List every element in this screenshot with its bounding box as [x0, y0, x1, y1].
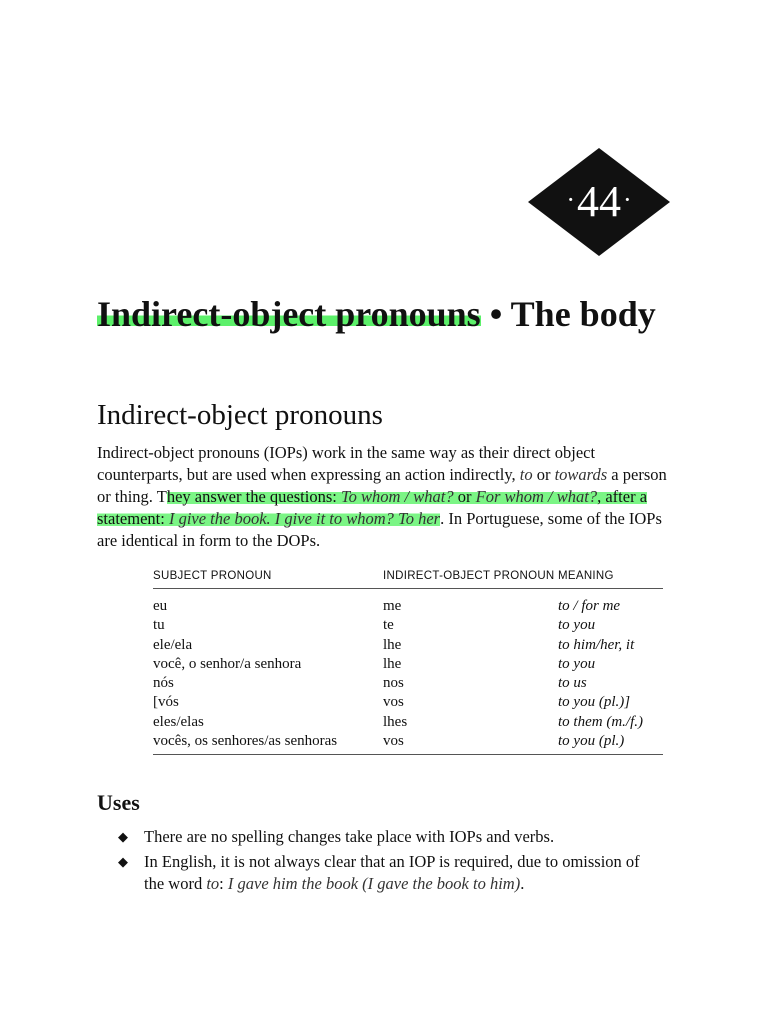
cell-meaning: to them (m./f.) [558, 713, 643, 730]
list-item: ◆ In English, it is not always clear that an IOP is required, due to omission of the word to: I gave him the book (I gave the book to him). [118, 852, 640, 893]
header-meaning: MEANING [558, 568, 663, 589]
cell-iop: lhe [383, 655, 402, 672]
chapter-number: · 44 · [566, 177, 632, 226]
cell-subject: vocês, os senhores/as senhoras [153, 732, 383, 755]
uses-heading: Uses [97, 790, 140, 815]
cell-meaning: to you [558, 655, 596, 672]
section-title: Indirect-object pronouns [97, 399, 383, 431]
table-row [153, 616, 663, 635]
cell-iop: me [383, 598, 402, 614]
diamond-bullet-icon: ◆ [118, 829, 128, 844]
chapter-title [97, 290, 656, 338]
chapter-number-text: 44 [577, 177, 621, 226]
table-row [153, 655, 663, 674]
cell-iop: nos [383, 675, 404, 692]
table-row [153, 589, 663, 617]
cell-iop: te [383, 617, 394, 634]
chapter-title-highlighted: Indirect-object pronouns [97, 294, 481, 334]
cell-subject: ele/ela [153, 636, 193, 653]
table-row [153, 636, 663, 655]
cell-meaning: to him/her, it [558, 636, 635, 653]
cell-iop: lhe [383, 636, 402, 653]
header-subject-pronoun: SUBJECT PRONOUN [153, 568, 383, 589]
cell-meaning: to us [558, 675, 587, 692]
cell-meaning: to you (pl.)] [558, 694, 631, 711]
table-row [153, 713, 663, 732]
highlighted-sentence: hey answer the questions: To whom / what? or For whom / what?, after a statement: I give the book. I give it to whom? To her [97, 487, 648, 528]
cell-subject: [vós [153, 694, 179, 711]
cell-subject: eu [153, 598, 168, 614]
cell-iop: vos [383, 694, 404, 711]
cell-meaning: to you [558, 617, 596, 634]
table-row [153, 693, 663, 712]
pronoun-table [153, 568, 663, 755]
diamond-bullet-icon: ◆ [118, 854, 128, 869]
cell-iop: vos [383, 732, 558, 755]
table-row [153, 674, 663, 693]
cell-subject: eles/elas [153, 713, 204, 730]
cell-subject: nós [153, 675, 174, 692]
table-row [153, 732, 663, 755]
intro-paragraph: Indirect-object pronouns (IOPs) work in the same way as their direct object counterparts, but are used when expressing an action indirectly, to or towards a person or thing. They answer the questions: To whom / what? or For whom / what?, after a statement: I give the book. I give it to whom? To her. In Portuguese, some of the IOPs are identical in form to the DOPs. [97, 443, 667, 550]
chapter-badge [528, 148, 670, 256]
cell-subject: tu [153, 617, 165, 634]
cell-meaning: to you (pl.) [558, 732, 663, 755]
cell-subject: você, o senhor/a senhora [153, 655, 302, 672]
cell-iop: lhes [383, 713, 408, 730]
uses-list [118, 826, 658, 898]
table-header-row [153, 568, 663, 589]
list-item: ◆ There are no spelling changes take place with IOPs and verbs. [118, 827, 555, 846]
cell-meaning: to / for me [558, 598, 621, 614]
header-indirect-object-pronoun: INDIRECT-OBJECT PRONOUN [383, 568, 558, 589]
chapter-title-rest: • The body [480, 294, 656, 334]
